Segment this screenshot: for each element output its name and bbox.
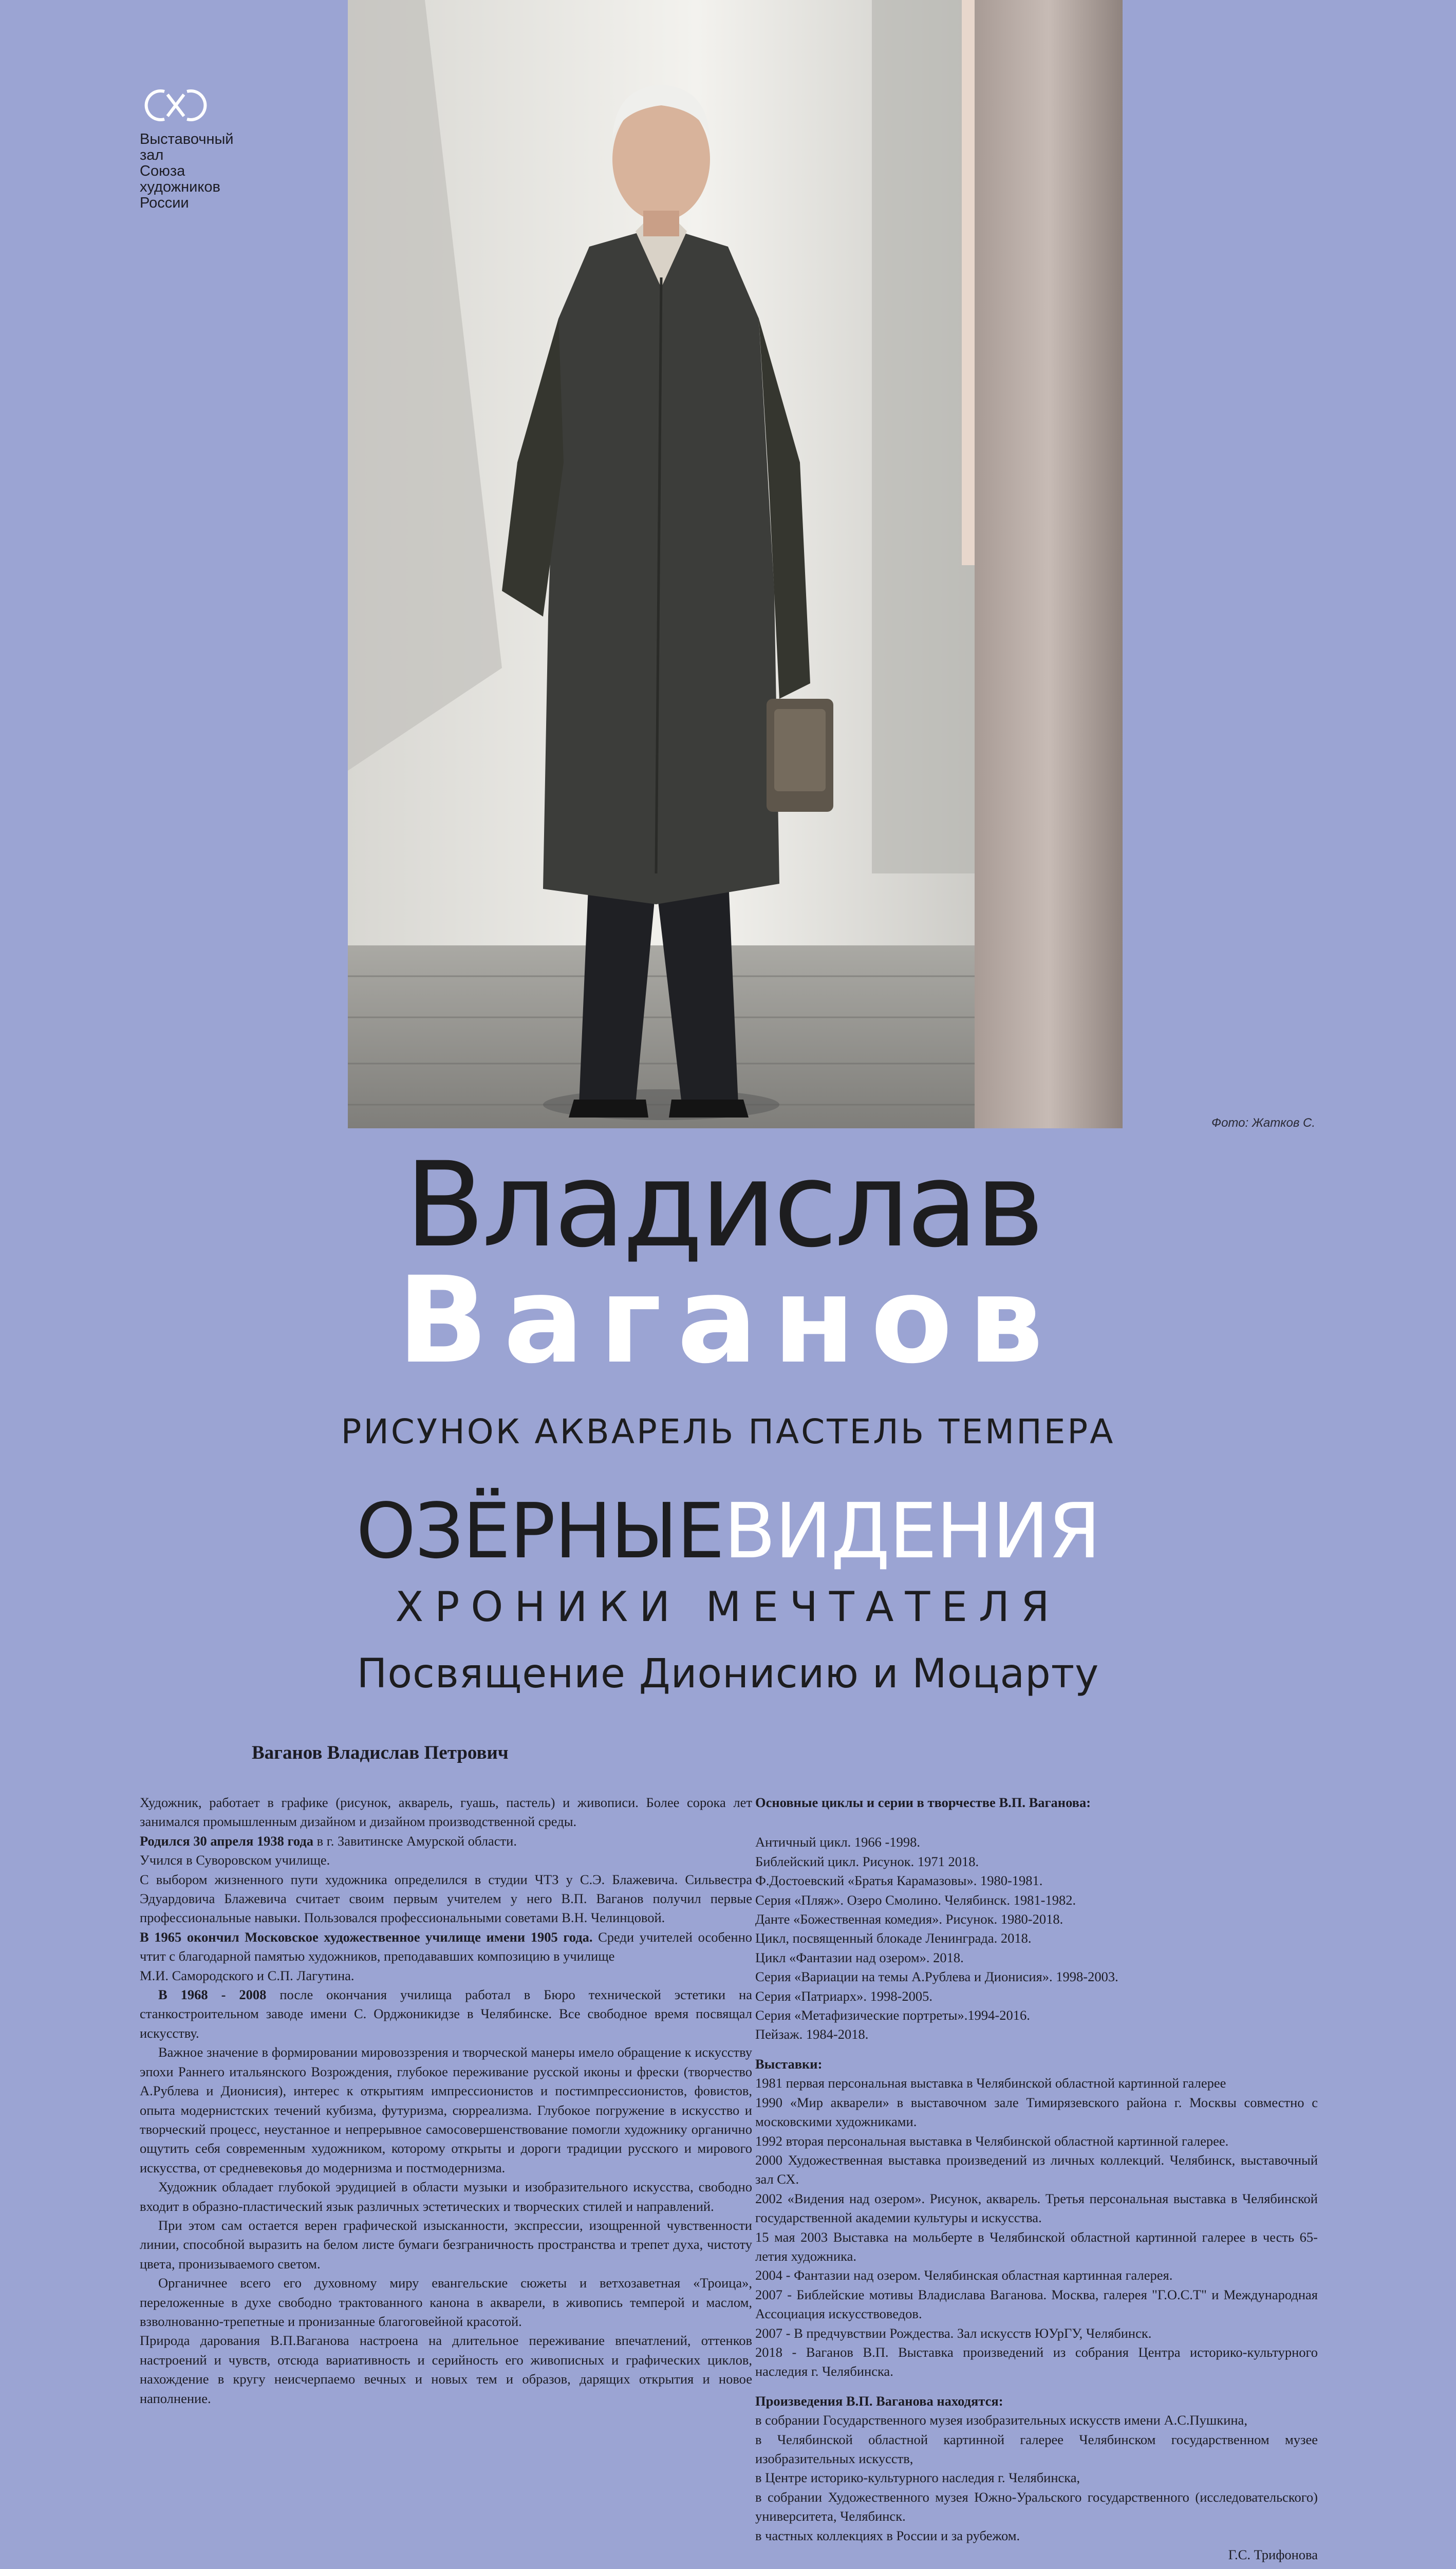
photo-credit: Фото: Жатков С. bbox=[1211, 1116, 1316, 1130]
bio-paragraph bbox=[140, 1985, 752, 2043]
list-item: Серия «Метафизические портреты».1994-2016. bbox=[755, 2007, 1030, 2023]
cycles-heading: Основные циклы и серии в творчестве В.П. Ваганова: bbox=[755, 1795, 1091, 1810]
artist-first-name: Владислав bbox=[404, 1137, 1041, 1273]
list-item: Данте «Божественная комедия». Рисунок. 1980-2018. bbox=[755, 1911, 1063, 1927]
bio-bold: В 1968 - 2008 bbox=[158, 1987, 267, 2003]
list-item: Пейзаж. 1984-2018. bbox=[755, 2026, 869, 2042]
list-item: Цикл, посвященный блокаде Ленинграда. 2018. bbox=[755, 1930, 1032, 1946]
dedication: Посвящение Дионисию и Моцарту bbox=[357, 1651, 1099, 1697]
biography-column bbox=[140, 1793, 752, 2408]
list-item: в частных коллекциях в России и за рубежом. bbox=[755, 2527, 1020, 2543]
list-item: Античный цикл. 1966 -1998. bbox=[755, 1834, 920, 1850]
list-item: в Центре историко-культурного наследия г. Челябинска, bbox=[755, 2470, 1080, 2486]
list-item: Серия «Вариации на темы А.Рублева и Дионисия». 1998-2003. bbox=[755, 1969, 1118, 1985]
list-item: 2018 - Ваганов В.П. Выставка произведений из собрания Центра историко-культурного наследия г. Челябинска. bbox=[755, 2344, 1318, 2379]
bio-paragraph bbox=[140, 1832, 752, 1851]
exhibitions-heading: Выставки: bbox=[755, 2056, 823, 2072]
bio-text: в г. Завитинске Амурской области. bbox=[313, 1833, 517, 1849]
logo-line: Союза bbox=[140, 163, 185, 179]
logo-caption bbox=[140, 132, 273, 211]
logo-line: Выставочный bbox=[140, 131, 234, 147]
list-item: 2004 - Фантазии над озером. Челябинская областная картинная галерея. bbox=[755, 2267, 1173, 2283]
exhibition-hall-logo bbox=[140, 87, 273, 211]
artist-last-name: Ваганов bbox=[397, 1251, 1059, 1390]
list-item: 1992 вторая персональная выставка в Челябинской областной картинной галерее. bbox=[755, 2133, 1229, 2149]
logo-line: России bbox=[140, 195, 189, 211]
exhibition-title bbox=[0, 1487, 1456, 1575]
list-item: в Челябинской областной картинной галерее Челябинском государственном музее изобразительных искусств, bbox=[755, 2431, 1318, 2466]
bio-paragraph: При этом сам остается верен графической изысканности, экспрессии, изощренной чувственности линии, способной выразить на белом листе бумаги безграничность пространства и трепет духа, чистоту цвета, пронизываемого светом. bbox=[140, 2217, 752, 2272]
list-item: 1990 «Мир акварели» в выставочном зале Тимирязевского района г. Москвы совместно с московскими художниками. bbox=[755, 2094, 1318, 2130]
bio-paragraph: М.И. Самородского и С.П. Лагутина. bbox=[140, 1967, 354, 1983]
list-item: Ф.Достоевский «Братья Карамазовы». 1980-1981. bbox=[755, 1873, 1043, 1889]
bio-text: Среди учителей особенно чтит с благодарной памятью художников, преподававших композицию в училище bbox=[140, 1929, 753, 1964]
list-item: Серия «Патриарх». 1998-2005. bbox=[755, 1988, 933, 2004]
biography-heading: Ваганов Владислав Петрович bbox=[252, 1742, 509, 1763]
artist-portrait-photo bbox=[348, 0, 1123, 1128]
media-list: РИСУНОК АКВАРЕЛЬ ПАСТЕЛЬ ТЕМПЕРА bbox=[341, 1412, 1115, 1451]
list-item: в собрании Художественного музея Южно-Уральского государственного (исследовательского) университета, Челябинск. bbox=[755, 2489, 1318, 2524]
list-item: 1981 первая персональная выставка в Челябинской областной картинной галерее bbox=[755, 2075, 1226, 2091]
bio-bold: Родился 30 апреля 1938 года bbox=[140, 1833, 314, 1849]
bio-paragraph: Важное значение в формировании мировоззрения и творческой манеры имело обращение к искусству эпохи Раннего итальянского Возрождения, глубокое переживание русской иконы и фрески (творчество А.Рублева и Дионисия), интерес к открытиям импрессионистов и постимпрессионистов, фовистов, опыта модернистских течений кубизма, футуризма, сюрреализма. Глубокое погружение в искусство и творческий процесс, неустанное и непрерывное самосовершенствование помогли художнику органично ощутить себя современным художником, которому открыты и дороги традиции русского и мирового искусства, от средневековья до модернизма и постмодернизма. bbox=[140, 2044, 752, 2175]
list-item: 2007 - Библейские мотивы Владислава Ваганова. Москва, галерея "Г.О.С.Т" и Международная Ассоциация искусствоведов. bbox=[755, 2286, 1318, 2322]
bio-paragraph: Природа дарования В.П.Ваганова настроена на длительное переживание впечатлений, оттенков настроений и чувств, отсюда вариативность и серийность его живописных и графических циклов, нахождение в кругу неисчерпаемо вечных и новых тем и образов, дарящих открытия и новое наполнение. bbox=[140, 2333, 752, 2406]
list-item: 2000 Художественная выставка произведений из личных коллекций. Челябинск, выставочный зал СХ. bbox=[755, 2152, 1318, 2187]
logo-line: зал bbox=[140, 147, 164, 163]
exhibition-subtitle: ХРОНИКИ МЕЧТАТЕЛЯ bbox=[395, 1583, 1061, 1631]
cycles-list bbox=[755, 1833, 1318, 2044]
exhibitions-list bbox=[755, 2074, 1318, 2381]
bio-paragraph: С выбором жизненного пути художника определился в студии ЧТЗ у С.Э. Блажевича. Сильвестра Эдуардовича Блажевича считает своим первым учителем у него В.П. Ваганов получил первые профессиональные навыки. Пользовался профессиональными советами В.Н. Челинцовой. bbox=[140, 1871, 752, 1926]
list-item: Серия «Пляж». Озеро Смолино. Челябинск. 1981-1982. bbox=[755, 1892, 1076, 1908]
bio-bold: В 1965 окончил Московское художественное училище имени 1905 года. bbox=[140, 1929, 593, 1945]
list-item: Библейский цикл. Рисунок. 1971 2018. bbox=[755, 1853, 979, 1869]
exhibition-title-part1: ОЗЁРНЫЕ bbox=[356, 1487, 724, 1575]
exhibition-title-part2: ВИДЕНИЯ bbox=[723, 1487, 1100, 1575]
list-item: в собрании Государственного музея изобразительных искусств имени А.С.Пушкина, bbox=[755, 2412, 1247, 2428]
list-item: 2002 «Видения над озером». Рисунок, акварель. Третья персональная выставка в Челябинской государственной академии культуры и искусства. bbox=[755, 2190, 1318, 2226]
bio-paragraph: Учился в Суворовском училище. bbox=[140, 1852, 330, 1868]
works-column bbox=[755, 1793, 1318, 2564]
list-item: 15 мая 2003 Выставка на мольберте в Челябинской областной картинной галерее в честь 65-летия художника. bbox=[755, 2229, 1318, 2264]
bio-paragraph: Художник, работает в графике (рисунок, акварель, гуашь, пастель) и живописи. Более сорока лет занимался промышленным дизайном и дизайном производственной среды. bbox=[140, 1795, 752, 1830]
bio-text: после окончания училища работал в Бюро технической эстетики на станкостроительном заводе имени С. Орджоникидзе в Челябинске. Все свободное время посвящал искусству. bbox=[140, 1987, 753, 2041]
collections-heading: Произведения В.П. Ваганова находятся: bbox=[755, 2393, 1003, 2409]
bio-paragraph bbox=[140, 1928, 752, 1966]
bio-paragraph: Художник обладает глубокой эрудицией в области музыки и изобразительного искусства, свободно входит в образно-пластический язык различных эстетических и творческих стилей и направлений. bbox=[140, 2179, 752, 2214]
author-signature: Г.С. Трифонова bbox=[1228, 2547, 1318, 2563]
artists-union-logo-icon bbox=[140, 87, 212, 123]
list-item: Цикл «Фантазии над озером». 2018. bbox=[755, 1949, 964, 1965]
list-item: 2007 - В предчувствии Рождества. Зал искусств ЮУрГУ, Челябинск. bbox=[755, 2325, 1152, 2341]
logo-line: художников bbox=[140, 179, 220, 195]
bio-paragraph: Органичнее всего его духовному миру евангельские сюжеты и ветхозаветная «Троица», переложенные в духе свободно трактованного канона в акварели, в живопись темперой и маслом, взволнованно-трепетные и пронизанные благоговейной красотой. bbox=[140, 2275, 752, 2329]
collections-list bbox=[755, 2411, 1318, 2545]
